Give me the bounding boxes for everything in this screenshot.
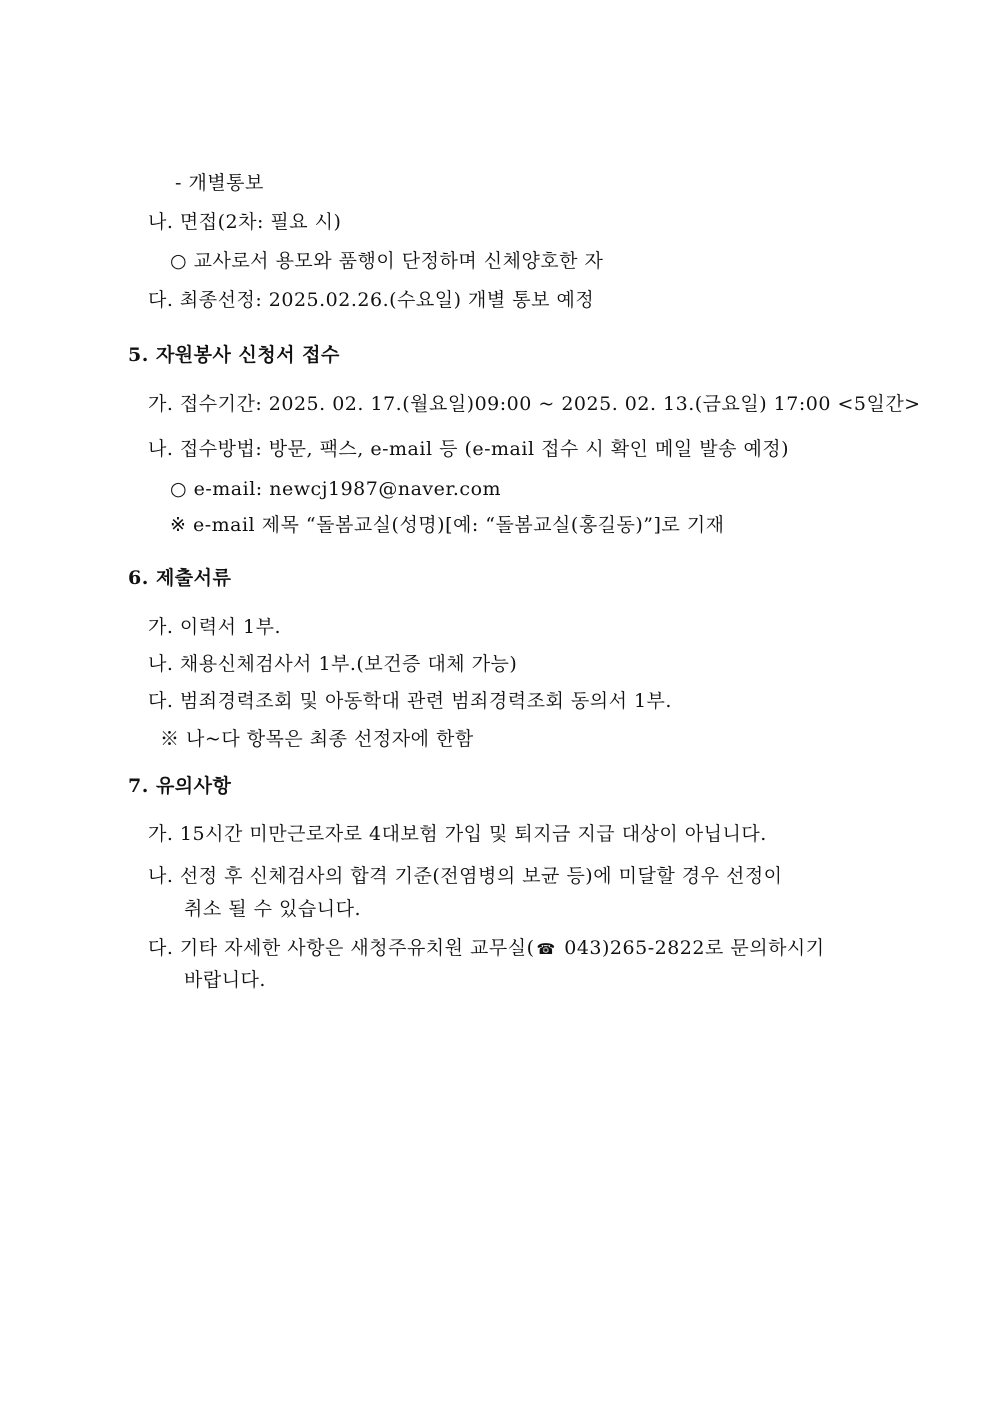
section6-note: ※ 나~다 항목은 최종 선정자에 한함: [160, 728, 474, 750]
section6-item-a: 가. 이력서 1부.: [148, 616, 282, 638]
section4-item-b: 나. 면접(2차: 필요 시): [148, 211, 342, 233]
section5-heading: 5. 자원봉사 신청서 접수: [128, 344, 340, 366]
section5-item-b: 나. 접수방법: 방문, 팩스, e-mail 등 (e-mail 접수 시 확인 메일 발송 예정): [148, 438, 790, 460]
section4-item-c: 다. 최종선정: 2025.02.26.(수요일) 개별 통보 예정: [148, 289, 595, 311]
section6-heading: 6. 제출서류: [128, 567, 232, 589]
phone-icon: ☎: [536, 940, 556, 958]
section7-heading: 7. 유의사항: [128, 775, 232, 797]
section6-item-b: 나. 채용신체검사서 1부.(보건증 대체 가능): [148, 653, 518, 675]
section7-item-c-text-pre: 다. 기타 자세한 사항은 새청주유치원 교무실(: [148, 937, 535, 959]
section5-email-note: ※ e-mail 제목 “돌봄교실(성명)[예: “돌봄교실(홍길동)”]로 기재: [170, 514, 725, 536]
section4-item-a-sub: - 개별통보: [175, 172, 264, 194]
section5-email: ○ e-mail: newcj1987@naver.com: [170, 478, 502, 500]
section7-item-b-line1: 나. 선정 후 신체검사의 합격 기준(전염병의 보균 등)에 미달할 경우 선정이: [148, 865, 783, 887]
section7-item-a: 가. 15시간 미만근로자로 4대보험 가입 및 퇴지금 지급 대상이 아닙니다.: [148, 823, 767, 845]
section7-item-c-line1: [148, 935, 825, 962]
section7-item-c-text-post: 043)265-2822로 문의하시기: [557, 937, 825, 959]
section4-item-b-sub: ○ 교사로서 용모와 품행이 단정하며 신체양호한 자: [170, 250, 604, 272]
section7-item-b-line2: 취소 될 수 있습니다.: [184, 898, 361, 920]
section7-item-c-line2: 바랍니다.: [184, 969, 266, 991]
section5-item-a: 가. 접수기간: 2025. 02. 17.(월요일)09:00 ~ 2025. 02. 13.(금요일) 17:00 <5일간>: [148, 393, 921, 415]
section6-item-c: 다. 범죄경력조회 및 아동학대 관련 범죄경력조회 동의서 1부.: [148, 690, 672, 712]
